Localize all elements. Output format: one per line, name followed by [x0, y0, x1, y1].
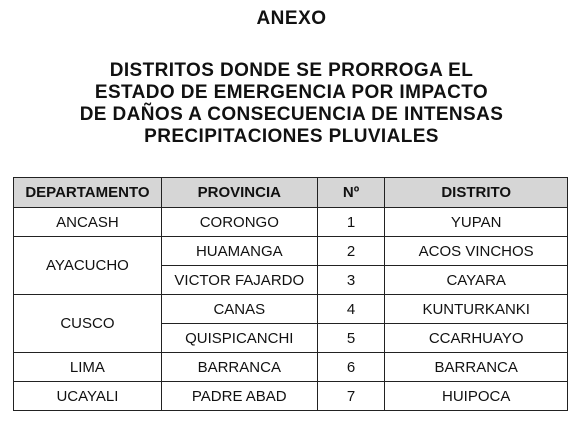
district-cell: HUIPOCA	[385, 382, 568, 411]
title-line-1: DISTRITOS DONDE SE PRORROGA EL	[109, 60, 474, 81]
header-provincia: PROVINCIA	[161, 178, 317, 208]
table-row	[14, 382, 568, 411]
district-cell: ACOS VINCHOS	[385, 237, 568, 266]
province-cell: CORONGO	[161, 208, 317, 237]
number-cell: 5	[317, 324, 385, 353]
title-line-4: PRECIPITACIONES PLUVIALES	[144, 126, 439, 147]
province-cell: HUAMANGA	[161, 237, 317, 266]
header-distrito: DISTRITO	[385, 178, 568, 208]
number-cell: 3	[317, 266, 385, 295]
districts-table	[13, 177, 568, 411]
district-cell: YUPAN	[385, 208, 568, 237]
province-cell: BARRANCA	[161, 353, 317, 382]
department-cell: UCAYALI	[14, 382, 162, 411]
table-row	[14, 237, 568, 266]
department-cell: LIMA	[14, 353, 162, 382]
number-cell: 2	[317, 237, 385, 266]
document-title	[0, 60, 583, 148]
number-cell: 1	[317, 208, 385, 237]
number-cell: 4	[317, 295, 385, 324]
province-cell: VICTOR FAJARDO	[161, 266, 317, 295]
district-cell: CCARHUAYO	[385, 324, 568, 353]
title-line-2: ESTADO DE EMERGENCIA POR IMPACTO	[94, 82, 489, 103]
province-cell: QUISPICANCHI	[161, 324, 317, 353]
table-row	[14, 353, 568, 382]
province-cell: PADRE ABAD	[161, 382, 317, 411]
department-cell: CUSCO	[14, 295, 162, 353]
department-cell: AYACUCHO	[14, 237, 162, 295]
province-cell: CANAS	[161, 295, 317, 324]
annex-heading: ANEXO	[256, 8, 327, 29]
number-cell: 7	[317, 382, 385, 411]
header-numero: Nº	[317, 178, 385, 208]
district-cell: KUNTURKANKI	[385, 295, 568, 324]
table-row	[14, 295, 568, 324]
table-header-row	[14, 178, 568, 208]
district-cell: BARRANCA	[385, 353, 568, 382]
district-cell: CAYARA	[385, 266, 568, 295]
number-cell: 6	[317, 353, 385, 382]
header-departamento: DEPARTAMENTO	[14, 178, 162, 208]
table-row	[14, 208, 568, 237]
department-cell: ANCASH	[14, 208, 162, 237]
title-line-3: DE DAÑOS A CONSECUENCIA DE INTENSAS	[79, 104, 504, 125]
